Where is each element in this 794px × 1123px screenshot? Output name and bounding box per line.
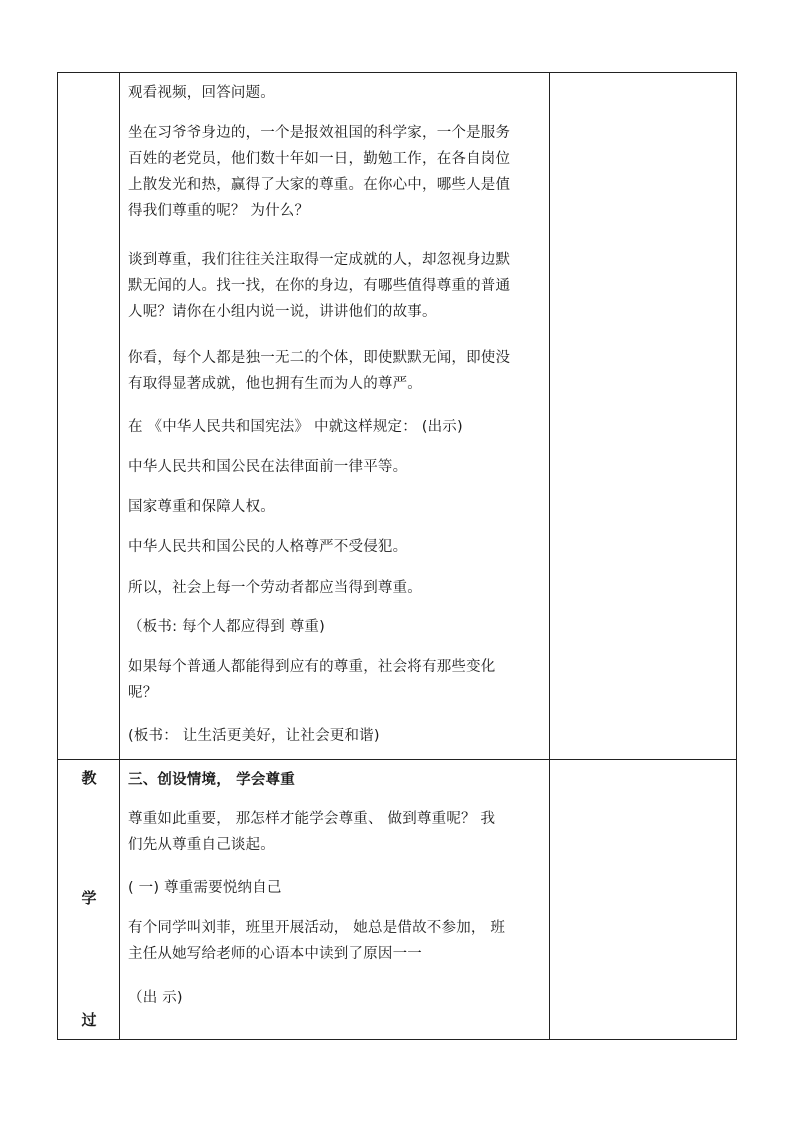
paragraph-constitution: 在 《中华人民共和国宪法》 中就这样规定： (出示) — [128, 419, 463, 435]
side-label-char-3: 过 — [81, 1011, 97, 1029]
table-border-bottom — [57, 1039, 737, 1040]
table-border-left — [57, 72, 58, 1040]
table-row-divider — [57, 759, 737, 760]
table-border-right — [736, 72, 737, 1040]
paragraph-xi-story: 坐在习爷爷身边的，一个是报效祖国的科学家，一个是服务 百姓的老党员，他们数十年如一日，勤勉工作，在各自岗位 上散发光和热，赢得了大家的尊重。在你心中，哪些人是值 得我们尊重的呢？ 为什么？ — [128, 125, 511, 219]
paragraph-dignity: 中华人民共和国公民的人格尊严不受侵犯。 — [128, 539, 408, 555]
table-divider-main — [549, 72, 550, 1040]
section-heading: 三、创设情境， 学会尊重 — [128, 772, 295, 788]
paragraph-show: （出 示) — [128, 990, 183, 1006]
paragraph-equality: 中华人民共和国公民在法律面前一律平等。 — [128, 459, 408, 475]
subsection-heading: ( 一) 尊重需要悦纳自己 — [128, 880, 282, 896]
paragraph-society-change: 如果每个普通人都能得到应有的尊重，社会将有那些变化 呢？ — [128, 659, 496, 701]
side-label-char-2: 学 — [81, 889, 97, 907]
table-border-top — [57, 72, 737, 73]
paragraph-board-note-1: （板书: 每个人都应得到 尊重) — [128, 619, 325, 635]
paragraph-how-to-respect: 尊重如此重要， 那怎样才能学会尊重、 做到尊重呢？ 我 们先从尊重自己谈起。 — [128, 811, 496, 853]
paragraph-board-note-2: (板书： 让生活更美好，让社会更和谐) — [128, 728, 380, 744]
paragraph-liu-fei: 有个同学叫刘菲，班里开展活动， 她总是借故不参加， 班 主任从她写给老师的心语本中读到了原因一一 — [128, 920, 506, 962]
table-divider-side — [119, 72, 120, 1040]
paragraph-workers: 所以，社会上每一个劳动者都应当得到尊重。 — [128, 580, 422, 596]
paragraph-watch-video: 观看视频，回答问题。 — [128, 85, 275, 101]
paragraph-unique-individual: 你看，每个人都是独一无二的个体，即使默默无闻，即使没 有取得显著成就，他也拥有生而为人的尊严。 — [128, 350, 511, 392]
side-label-char-1: 教 — [81, 769, 97, 787]
paragraph-ordinary-people: 谈到尊重，我们往往关注取得一定成就的人，却忽视身边默 默无闻的人。找一找，在你的身边，有哪些值得尊重的普通 人呢？请你在小组内说一说，讲讲他们的故事。 — [128, 252, 511, 320]
paragraph-human-rights: 国家尊重和保障人权。 — [128, 499, 275, 515]
